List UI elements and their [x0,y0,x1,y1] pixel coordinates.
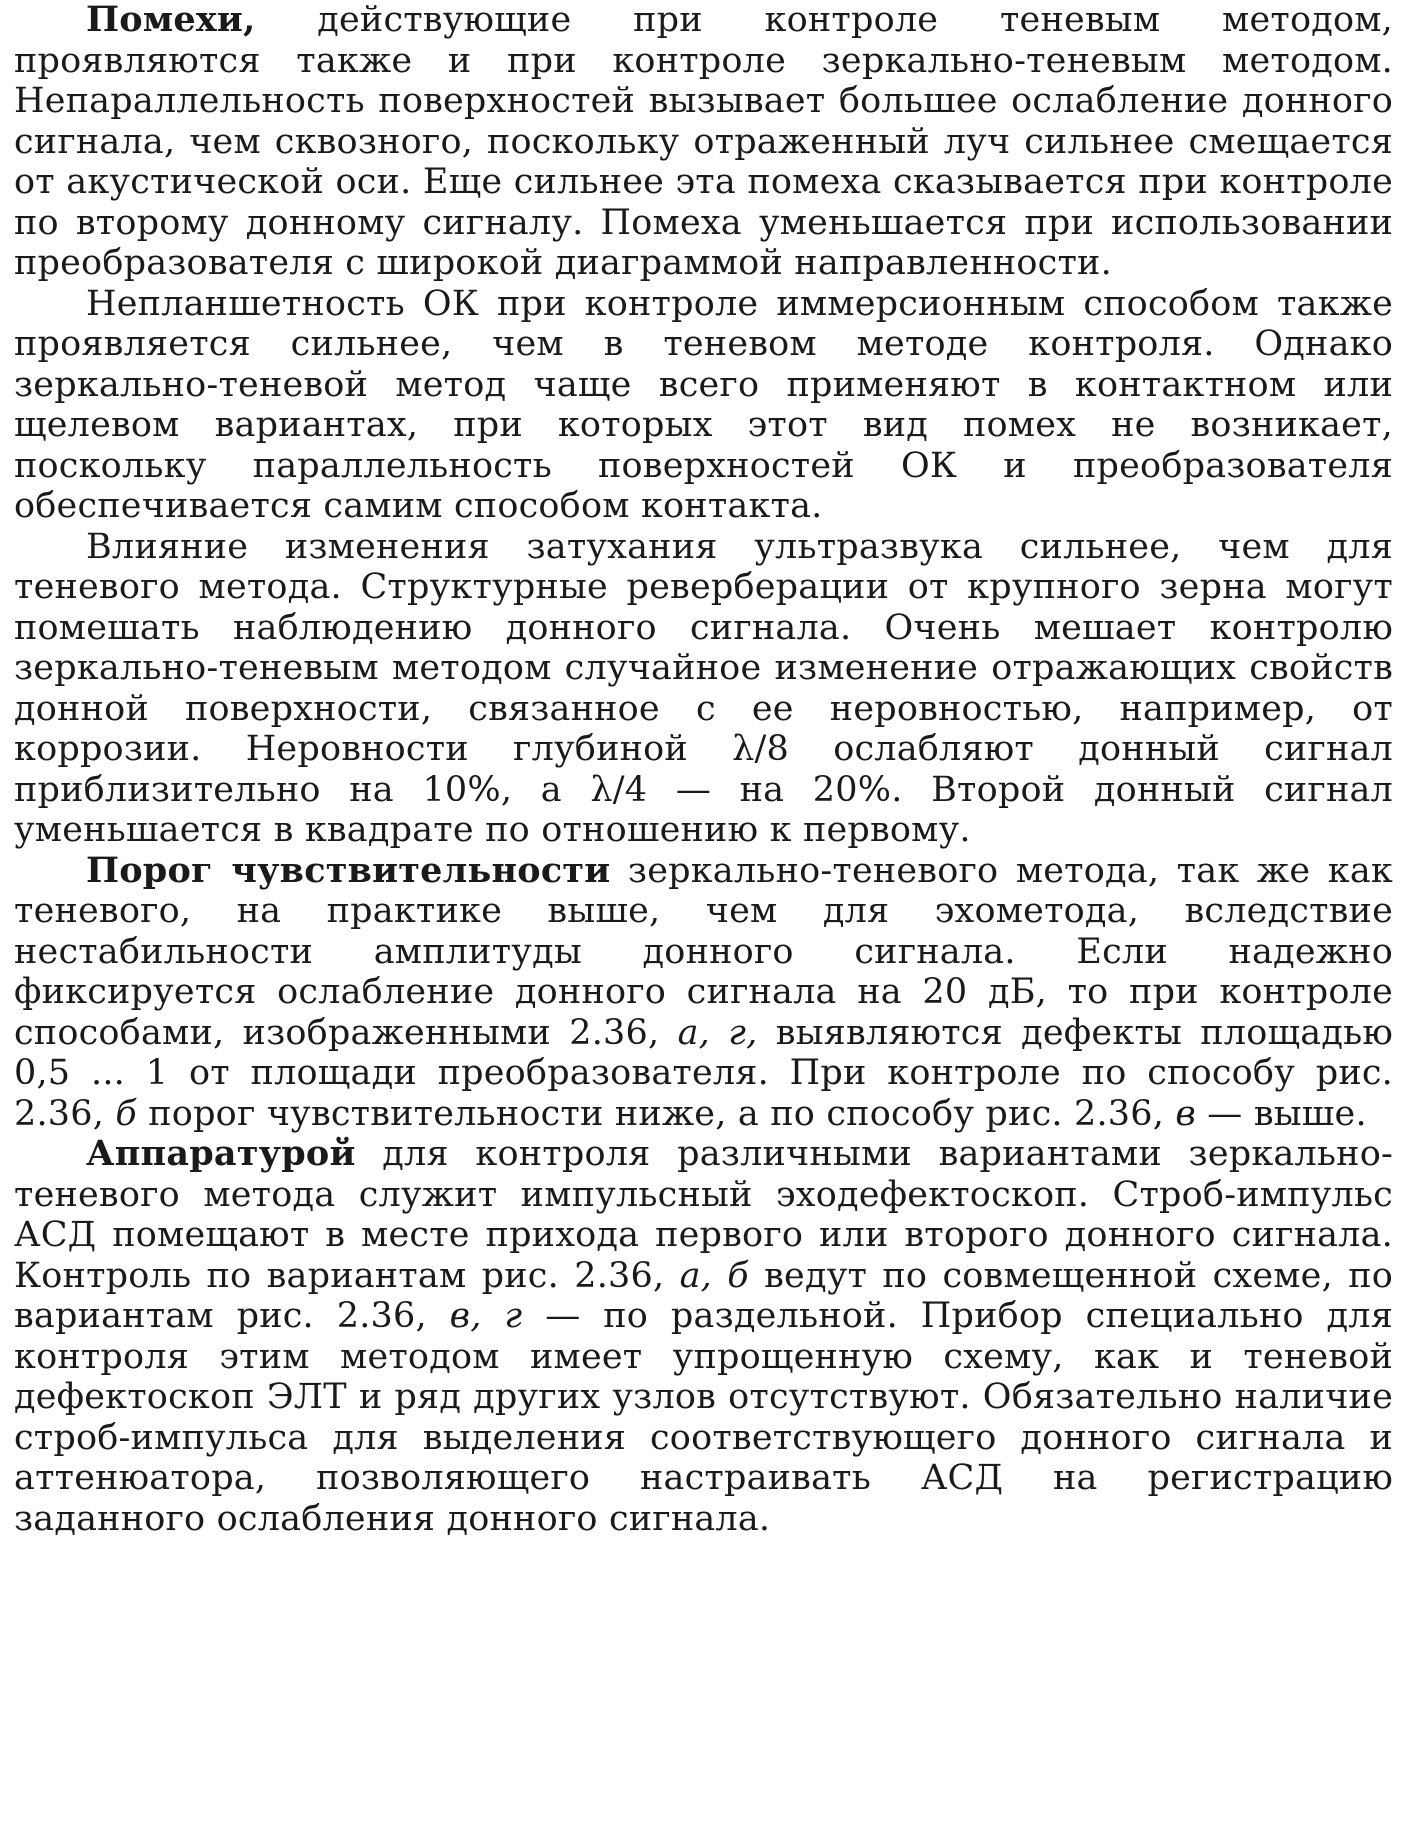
paragraph-text: зеркально-теневого метода, так же как теневого, на практике выше, чем для эхометода, вследствие нестабильности амплитуды донного сигнала. Если надежно фиксируется ослабление донного сигнала на 20 дБ, то при контроле способами, изображенными 2.36, [14,850,1393,1053]
paragraph-text: для контроля различными вариантами зеркально-теневого метода служит импульсный эходефектоскоп. Строб-импульс АСД помещают в месте прихода первого или второго донного сигнала. Контроль по вариантам рис. 2.36, [14,1134,1393,1296]
paragraph-apparatus [14,1134,1393,1539]
paragraph-text: ведут по совмещенной схеме, по вариантам рис. 2.36, [14,1255,1393,1336]
paragraph-text: — по раздельной. Прибор специально для контроля этим методом имеет упрощенную схему, как и теневой дефектоскоп ЭЛТ и ряд других узлов отсутствуют. Обязательно наличие строб-импульса для выделения соответствующего донного сигнала и аттенюатора, позволяющего настраивать АСД на регистрацию заданного ослабления донного сигнала. [14,1296,1393,1539]
paragraph-interference [14,0,1393,284]
figure-ref-italic: в [1175,1093,1196,1134]
term-interference: Помехи, [86,0,256,40]
paragraph-attenuation [14,527,1393,851]
paragraph-sensitivity-threshold [14,851,1393,1135]
paragraph-text: Непланшетность ОК при контроле иммерсионным способом также проявляется сильнее, чем в теневом методе контроля. Однако зеркально-теневой метод чаще всего применяют в контактном или щелевом вариантах, при которых этот вид помех не возникает, поскольку параллельность поверхностей ОК и преобразователя обеспечивается самим способом контакта. [14,283,1393,526]
paragraph-text: действующие при контроле теневым методом, проявляются также и при контроле зеркально-теневым методом. Непараллельность поверхностей вызывает большее ослабление донного сигнала, чем сквозного, поскольку отраженный луч сильнее смещается от акустической оси. Еще сильнее эта помеха сказывается при контроле по второму донному сигналу. Помеха уменьшается при использовании преобразователя с широкой диаграммой направленности. [14,0,1393,283]
paragraph-text: — выше. [1195,1093,1367,1134]
figure-ref-italic: в, г [449,1296,523,1336]
paragraph-nonflatness [14,284,1393,527]
figure-ref-italic: б [115,1093,137,1134]
paragraph-text: выявляются дефекты площадью 0,5 ... 1 от площади преобразователя. При контроле по способу рис. 2.36, [14,1012,1393,1134]
term-sensitivity-threshold: Порог чувствительности [86,849,611,891]
paragraph-text: порог чувствительности ниже, а по способу рис. 2.36, [136,1093,1176,1134]
figure-ref-italic: а, г, [677,1012,758,1053]
figure-ref-italic: а, б [679,1255,749,1296]
paragraph-text: Влияние изменения затухания ультразвука сильнее, чем для теневого метода. Структурные реверберации от крупного зерна могут помешать наблюдению донного сигнала. Очень мешает контролю зеркально-теневым методом случайное изменение отражающих свойств донной поверхности, связанное с ее неровностью, например, от коррозии. Неровности глубиной λ/8 ослабляют донный сигнал приблизительно на 10%, а λ/4 — на 20%. Второй донный сигнал уменьшается в квадрате по отношению к первому. [14,526,1393,850]
term-apparatus: Аппаратурой [86,1133,356,1174]
